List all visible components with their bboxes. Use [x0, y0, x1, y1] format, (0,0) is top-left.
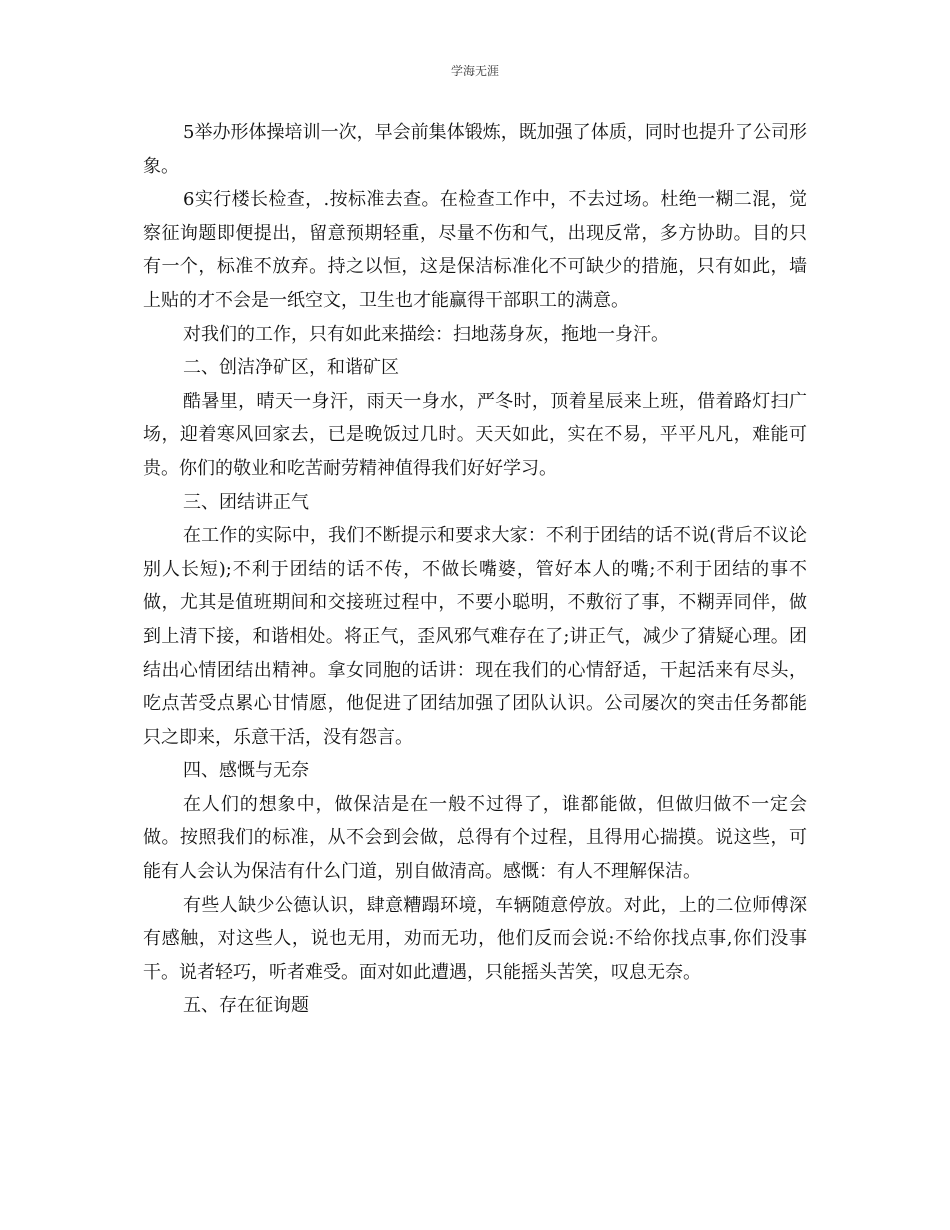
- section-heading-5: 五、存在征询题: [183, 995, 309, 1017]
- paragraph-section-2: 酷暑里，晴天一身汗，雨天一身水，严冬时，顶着星辰来上班，借着路灯扫广场，迎着寒风回家去，已是晚饭过几时。天天如此，实在不易，平平凡凡，难能可贵。你们的敬业和吃苦耐劳精神值得我们好好学习。: [143, 390, 807, 479]
- section-heading-3: 三、团结讲正气: [183, 491, 309, 513]
- paragraph-section-4a: 在人们的想象中，做保洁是在一般不过得了，谁都能做，但做归做不一定会做。按照我们的标准，从不会到会做，总得有个过程，且得用心揣摸。说这些，可能有人会认为保洁有什么门道，别自做清高。感慨：有人不理解保洁。: [143, 793, 807, 883]
- paragraph-section-3: 在工作的实际中，我们不断提示和要求大家：不利于团结的话不说(背后不议论别人长短);不利于团结的话不传，不做长嘴婆，管好本人的嘴;不利于团结的事不做，尤其是值班期间和交接班过程中，不要小聪明，不敷衍了事，不糊弄同伴，做到上清下接，和谐相处。将正气，歪风邪气难存在了;讲正气，减少了猜疑心理。团结出心情团结出精神。拿女同胞的话讲：现在我们的心情舒适，干起活来有尽头，吃点苦受点累心甘情愿，他促进了团结加强了团队认识。公司屡次的突击任务都能只之即来，乐意干活，没有怨言。: [143, 525, 807, 748]
- paragraph-item-5: 5举办形体操培训一次，早会前集体锻炼，既加强了体质，同时也提升了公司形象。: [143, 122, 807, 177]
- paragraph-section-4b: 有些人缺少公德认识，肆意糟蹋环境，车辆随意停放。对此，上的二位师傅深有感触，对这些人，说也无用，劝而无功，他们反而会说:不给你找点事,你们没事干。说者轻巧，听者难受。面对如此遭遇，只能摇头苦笑，叹息无奈。: [143, 894, 807, 983]
- section-heading-2: 二、创洁净矿区，和谐矿区: [183, 357, 399, 379]
- paragraph-work-description: 对我们的工作，只有如此来描绘：扫地荡身灰，拖地一身汗。: [183, 323, 669, 345]
- paragraph-item-6: 6实行楼长检查，.按标准去查。在检查工作中，不去过场。杜绝一糊二混，觉察征询题即便提出，留意预期轻重，尽量不伤和气，出现反常，多方协助。目的只有一个，标准不放弃。持之以恒，这是保洁标准化不可缺少的措施，只有如此，墙上贴的才不会是一纸空文，卫生也才能赢得干部职工的满意。: [143, 189, 807, 311]
- page-header: 学海无涯: [450, 64, 499, 78]
- section-heading-4: 四、感慨与无奈: [183, 760, 309, 782]
- document-body: [143, 116, 807, 1023]
